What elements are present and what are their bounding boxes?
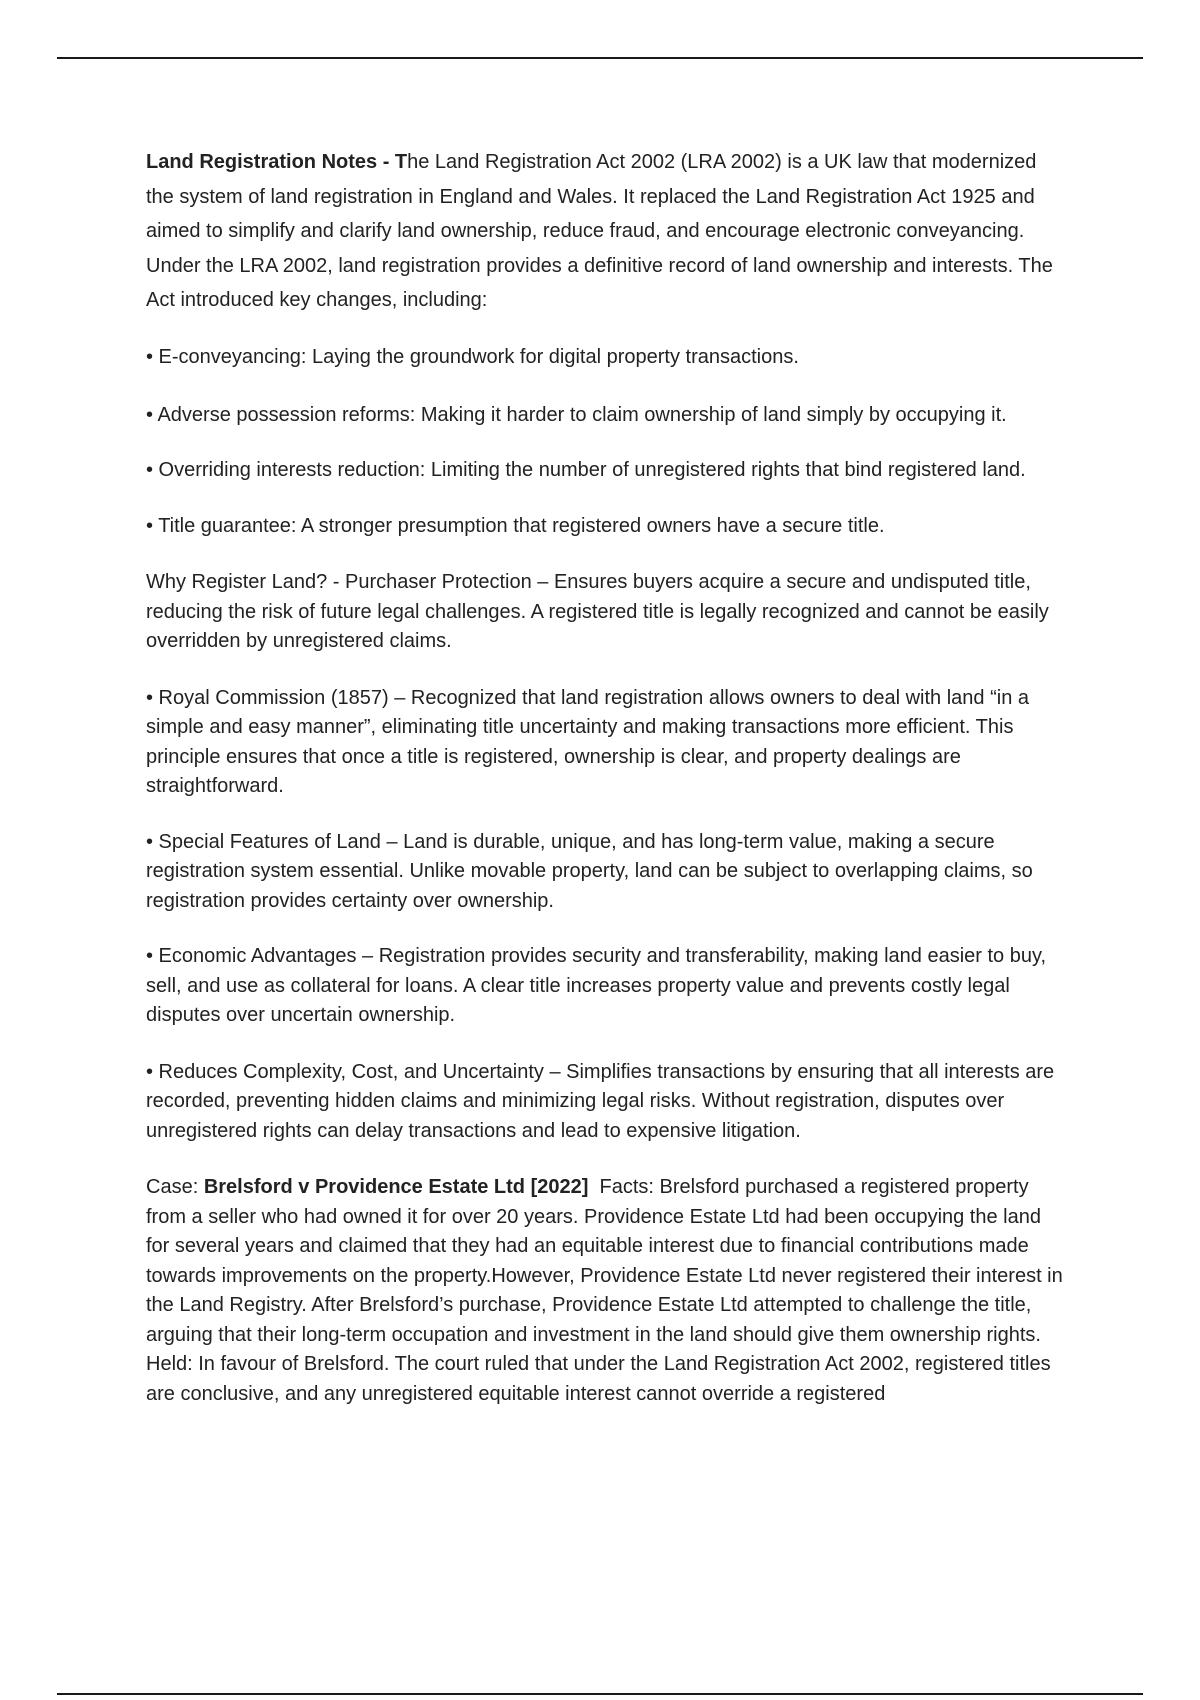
intro-paragraph — [146, 145, 1066, 318]
reason-reduces-complexity: • Reduces Complexity, Cost, and Uncertainty – Simplifies transactions by ensuring that all interests are recorded, preventing hidden claims and minimizing legal risks. Without registration, disputes over unregistered rights can delay transactions and lead to expensive litigation. — [146, 1060, 1055, 1142]
case-paragraph — [146, 1173, 1069, 1409]
why-register-paragraph: Why Register Land? - Purchaser Protection – Ensures buyers acquire a secure and undisputed title, reducing the risk of future legal challenges. A registered title is legally recognized and cannot be easily overridden by unregistered claims. — [146, 571, 1049, 652]
bullet-adverse-possession: • Adverse possession reforms: Making it harder to claim ownership of land simply by occupying it. — [146, 403, 1007, 426]
bullet-overriding-interests: • Overriding interests reduction: Limiting the number of unregistered rights that bind registered land. — [146, 459, 1026, 481]
intro-text: he Land Registration Act 2002 (LRA 2002) is a UK law that modernized the system of land registration in England and Wales. It replaced the Land Registration Act 1925 and aimed to simplify and clarify land ownership, reduce fraud, and encourage electronic conveyancing. Under the LRA 2002, land registration provides a definitive record of land ownership and interests. The Act introduced key changes, including: — [146, 151, 1053, 311]
case-name: Brelsford v Providence Estate Ltd [2022] — [203, 1176, 589, 1198]
reason-royal-commission: • Royal Commission (1857) – Recognized that land registration allows owners to deal with land “in a simple and easy manner”, eliminating title uncertainty and making transactions more efficient. This principle ensures that once a title is registered, ownership is clear, and property dealings are straightforward. — [146, 686, 1029, 797]
intro-title: Land Registration Notes - T — [146, 151, 408, 173]
case-label: Case: — [146, 1176, 204, 1198]
document-body — [146, 145, 1069, 1409]
bullet-e-conveyancing: • E-conveyancing: Laying the groundwork for digital property transactions. — [146, 345, 799, 368]
reason-special-features: • Special Features of Land – Land is durable, unique, and has long-term value, making a secure registration system essential. Unlike movable property, land can be subject to overlapping claims, so registration provides certainty over ownership. — [146, 830, 1033, 912]
bottom-rule — [57, 1693, 1143, 1695]
bullet-title-guarantee: • Title guarantee: A stronger presumption that registered owners have a secure title. — [146, 514, 885, 537]
reason-economic-advantages: • Economic Advantages – Registration provides security and transferability, making land easier to buy, sell, and use as collateral for loans. A clear title increases property value and prevents costly legal disputes over uncertain ownership. — [146, 945, 1047, 1026]
top-rule — [57, 57, 1143, 59]
case-text: Facts: Brelsford purchased a registered property from a seller who had owned it for over 20 years. Providence Estate Ltd had been occupying the land for several years and claimed that they had an equitable interest due to financial contributions made towards improvements on the property.However, Providence Estate Ltd never registered their interest in the Land Registry. After Brelsford’s purchase, Providence Estate Ltd attempted to challenge the title, arguing that their long-term occupation and investment in the land should give them ownership rights. Held: In favour of Brelsford. The court ruled that under the Land Registration Act 2002, registered titles are conclusive, and any unregistered equitable interest cannot override a registered — [146, 1176, 1069, 1405]
